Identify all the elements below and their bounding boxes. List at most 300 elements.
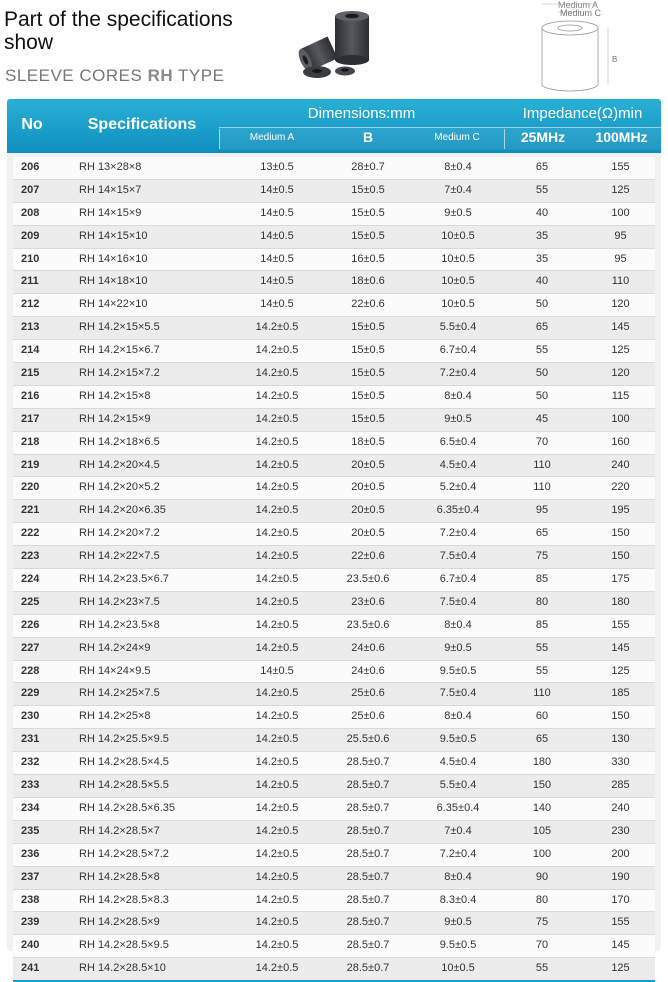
cell-b: 18±0.6 <box>351 275 385 288</box>
cell-spec: RH 14×18×10 <box>79 275 148 288</box>
cell-medium-c: 5.5±0.4 <box>439 779 477 792</box>
cell-medium-c: 10±0.5 <box>441 252 475 265</box>
cell-b: 15±0.5 <box>351 389 385 402</box>
table-row <box>13 203 655 226</box>
cell-100mhz: 125 <box>611 183 630 196</box>
cell-medium-c: 10±0.5 <box>441 298 475 311</box>
cell-spec: RH 14×15×10 <box>79 229 148 242</box>
cell-spec: RH 14×22×10 <box>79 298 148 311</box>
cell-25mhz: 55 <box>535 183 549 196</box>
cell-medium-a: 14.2±0.5 <box>255 847 299 860</box>
cell-25mhz: 70 <box>535 435 549 448</box>
cell-25mhz: 150 <box>532 779 552 792</box>
cell-spec: RH 14.2×25×7.5 <box>79 687 160 700</box>
cell-25mhz: 75 <box>535 550 549 563</box>
cell-medium-a: 14.2±0.5 <box>255 801 299 814</box>
cell-100mhz: 220 <box>611 481 630 494</box>
cell-100mhz: 125 <box>611 344 630 357</box>
cell-100mhz: 155 <box>611 618 630 631</box>
cell-b: 28.5±0.7 <box>346 893 390 906</box>
cell-b: 28.5±0.7 <box>346 756 390 769</box>
cell-spec: RH 14.2×20×5.2 <box>79 481 160 494</box>
cell-medium-a: 14.2±0.5 <box>255 573 299 586</box>
cell-100mhz: 160 <box>611 435 630 448</box>
cell-25mhz: 50 <box>535 367 549 380</box>
cell-b: 28.5±0.7 <box>346 801 390 814</box>
cell-no: 212 <box>21 298 40 311</box>
cell-b: 23.5±0.6 <box>346 618 390 631</box>
cell-medium-c: 9.5±0.5 <box>439 939 477 952</box>
cell-no: 231 <box>21 733 40 746</box>
cell-spec: RH 14.2×15×9 <box>79 412 151 425</box>
subtitle-suffix: TYPE <box>173 66 225 85</box>
cell-no: 229 <box>21 687 40 700</box>
cell-no: 219 <box>21 458 40 471</box>
cell-100mhz: 150 <box>611 550 630 563</box>
cell-medium-c: 8±0.4 <box>444 618 472 631</box>
table-row <box>13 249 655 272</box>
cell-25mhz: 180 <box>532 756 552 769</box>
cell-medium-c: 6.7±0.4 <box>439 344 477 357</box>
cell-medium-a: 14.2±0.5 <box>255 824 299 837</box>
cell-25mhz: 110 <box>533 481 551 494</box>
cell-medium-c: 9.5±0.5 <box>439 733 477 746</box>
cell-medium-a: 14.2±0.5 <box>255 733 299 746</box>
cell-medium-a: 13±0.5 <box>260 161 294 173</box>
cell-medium-c: 8±0.4 <box>444 389 472 402</box>
cell-b: 16±0.5 <box>351 252 385 265</box>
cell-100mhz: 145 <box>611 641 630 654</box>
col-header-100mhz: 100MHz <box>595 129 648 145</box>
cell-spec: RH 14.2×15×8 <box>79 389 151 402</box>
table-row <box>13 775 655 798</box>
cell-no: 207 <box>21 183 40 196</box>
cell-no: 222 <box>21 527 40 540</box>
cell-100mhz: 190 <box>611 870 630 883</box>
cell-spec: RH 14.2×15×7.2 <box>79 367 160 380</box>
cell-25mhz: 65 <box>535 733 549 746</box>
cell-100mhz: 170 <box>611 893 630 906</box>
cell-25mhz: 85 <box>535 618 549 631</box>
table-row <box>13 271 655 294</box>
cell-b: 28.5±0.7 <box>346 824 390 837</box>
cell-100mhz: 110 <box>611 275 630 288</box>
table-row <box>13 226 655 249</box>
cell-100mhz: 120 <box>611 298 630 311</box>
cell-b: 28.5±0.7 <box>346 939 390 952</box>
cell-spec: RH 14.2×28.5×7.2 <box>79 847 169 860</box>
cell-medium-a: 14.2±0.5 <box>255 939 299 952</box>
cell-no: 232 <box>21 756 40 769</box>
cell-medium-c: 6.35±0.4 <box>436 504 480 517</box>
cell-100mhz: 155 <box>611 916 630 929</box>
cell-b: 28.5±0.7 <box>346 916 390 929</box>
cell-no: 234 <box>21 801 40 814</box>
cell-medium-a: 14±0.5 <box>260 229 294 242</box>
cell-b: 15±0.5 <box>351 229 385 242</box>
cell-no: 221 <box>21 504 40 517</box>
cell-no: 214 <box>21 344 40 357</box>
cell-no: 213 <box>21 321 40 334</box>
table-row <box>13 729 655 752</box>
cell-medium-a: 14.2±0.5 <box>255 893 299 906</box>
cell-medium-c: 9.5±0.5 <box>439 664 477 677</box>
cell-b: 15±0.5 <box>351 183 385 196</box>
cell-medium-c: 6.35±0.4 <box>436 801 480 814</box>
cell-b: 28.5±0.7 <box>346 847 390 860</box>
header-divider <box>219 129 220 149</box>
cell-25mhz: 65 <box>535 527 549 540</box>
cell-no: 236 <box>21 847 40 860</box>
cell-25mhz: 75 <box>535 916 549 929</box>
cell-spec: RH 14.2×15×5.5 <box>79 321 160 334</box>
cell-medium-a: 14.2±0.5 <box>255 527 299 540</box>
cell-100mhz: 230 <box>611 824 630 837</box>
cell-b: 28.5±0.7 <box>346 962 390 975</box>
cell-spec: RH 14.2×23.5×8 <box>79 618 160 631</box>
cell-25mhz: 95 <box>535 504 549 517</box>
cell-medium-a: 14.2±0.5 <box>255 435 299 448</box>
cell-b: 15±0.5 <box>351 344 385 357</box>
cell-100mhz: 100 <box>611 206 630 219</box>
cell-medium-a: 14.2±0.5 <box>255 756 299 769</box>
cell-medium-a: 14±0.5 <box>260 206 294 219</box>
cell-spec: RH 14.2×28.5×8.3 <box>79 893 169 906</box>
cell-b: 23±0.6 <box>351 595 385 608</box>
table-row <box>13 455 655 478</box>
table-row <box>13 821 655 844</box>
cell-100mhz: 195 <box>611 504 630 517</box>
diagram-label-a: Medium A <box>558 0 599 10</box>
cell-100mhz: 330 <box>611 756 630 769</box>
cell-medium-a: 14.2±0.5 <box>255 870 299 883</box>
cell-100mhz: 95 <box>614 252 627 265</box>
cell-100mhz: 95 <box>614 229 627 242</box>
cell-25mhz: 50 <box>535 298 549 311</box>
cell-medium-a: 14.2±0.5 <box>255 367 299 380</box>
cell-spec: RH 14.2×23.5×6.7 <box>79 573 169 586</box>
col-header-25mhz: 25MHz <box>520 129 566 145</box>
cell-25mhz: 80 <box>535 893 549 906</box>
cell-no: 211 <box>21 275 39 288</box>
cell-spec: RH 14.2×28.5×5.5 <box>79 779 169 792</box>
cell-b: 23.5±0.6 <box>346 573 390 586</box>
cell-medium-c: 9±0.5 <box>444 412 472 425</box>
cell-b: 22±0.6 <box>351 550 385 563</box>
cell-no: 238 <box>21 893 40 906</box>
cell-no: 215 <box>21 367 40 380</box>
cell-b: 24±0.6 <box>351 641 385 654</box>
cell-no: 218 <box>21 435 40 448</box>
product-type-label <box>5 66 224 86</box>
cell-b: 25±0.6 <box>351 687 385 700</box>
cell-no: 237 <box>21 870 40 883</box>
specifications-table <box>7 99 661 975</box>
cell-25mhz: 90 <box>535 870 549 883</box>
sleeve-core-photo <box>295 6 395 86</box>
table-row <box>13 661 655 684</box>
cell-no: 223 <box>21 550 40 563</box>
cell-no: 227 <box>21 641 40 654</box>
cell-medium-c: 9±0.5 <box>444 206 472 219</box>
cell-spec: RH 14×16×10 <box>79 252 148 265</box>
cell-medium-c: 9±0.5 <box>444 916 472 929</box>
table-body <box>13 157 655 982</box>
table-row <box>13 317 655 340</box>
table-row <box>13 683 655 706</box>
cell-medium-c: 10±0.5 <box>441 275 475 288</box>
cell-medium-a: 14.2±0.5 <box>255 504 299 517</box>
table-row <box>13 867 655 890</box>
cell-medium-a: 14.2±0.5 <box>255 710 299 723</box>
cell-medium-c: 4.5±0.4 <box>439 756 477 769</box>
cell-25mhz: 35 <box>535 252 549 265</box>
cell-medium-c: 6.7±0.4 <box>439 573 477 586</box>
cell-medium-c: 5.5±0.4 <box>439 321 477 334</box>
cell-spec: RH 14×15×9 <box>79 206 142 219</box>
cell-no: 206 <box>21 161 40 173</box>
cell-medium-c: 7±0.4 <box>444 824 472 837</box>
table-row <box>13 363 655 386</box>
table-row <box>13 157 655 180</box>
cell-25mhz: 55 <box>535 962 549 975</box>
cell-spec: RH 14.2×18×6.5 <box>79 435 160 448</box>
cell-b: 15±0.5 <box>351 367 385 380</box>
cell-b: 24±0.6 <box>351 664 385 677</box>
cell-b: 25.5±0.6 <box>346 733 390 746</box>
col-header-no: No <box>21 116 43 133</box>
cell-spec: RH 14.2×28.5×10 <box>79 962 166 975</box>
table-row <box>13 477 655 500</box>
subtitle-type: RH <box>147 66 174 85</box>
cell-spec: RH 14×15×7 <box>79 183 142 196</box>
cell-100mhz: 125 <box>611 962 630 975</box>
diagram-label-c: Medium C <box>560 8 602 18</box>
cell-100mhz: 240 <box>611 458 630 471</box>
cell-b: 15±0.5 <box>351 321 385 334</box>
table-row <box>13 615 655 638</box>
cell-spec: RH 14.2×20×6.35 <box>79 504 166 517</box>
cell-medium-a: 14.2±0.5 <box>255 618 299 631</box>
cell-medium-c: 7.5±0.4 <box>439 550 477 563</box>
diagram-label-b: B <box>612 55 618 64</box>
cell-100mhz: 120 <box>611 367 630 380</box>
cell-100mhz: 185 <box>611 687 630 700</box>
cell-25mhz: 105 <box>532 824 552 837</box>
cell-medium-a: 14.2±0.5 <box>255 389 299 402</box>
table-row <box>13 180 655 203</box>
table-row <box>13 935 655 958</box>
cell-no: 216 <box>21 389 40 402</box>
table-row <box>13 409 655 432</box>
cell-no: 233 <box>21 779 40 792</box>
cell-100mhz: 155 <box>611 161 630 173</box>
cell-100mhz: 125 <box>611 664 630 677</box>
cell-spec: RH 14.2×20×4.5 <box>79 458 160 471</box>
cell-25mhz: 60 <box>535 710 549 723</box>
cell-medium-c: 7.5±0.4 <box>439 687 477 700</box>
cell-100mhz: 115 <box>611 389 630 402</box>
col-header-medium-c: Medium C <box>434 132 480 143</box>
cell-100mhz: 150 <box>611 527 630 540</box>
cell-no: 220 <box>21 481 40 494</box>
cell-100mhz: 240 <box>611 801 630 814</box>
cell-b: 20±0.5 <box>351 481 385 494</box>
table-row <box>13 844 655 867</box>
cell-no: 217 <box>21 412 40 425</box>
cell-medium-a: 14.2±0.5 <box>255 344 299 357</box>
cell-medium-c: 10±0.5 <box>441 962 475 975</box>
cell-b: 28.5±0.7 <box>346 870 390 883</box>
cell-100mhz: 100 <box>611 412 630 425</box>
cell-medium-a: 14.2±0.5 <box>255 412 299 425</box>
cell-spec: RH 14.2×22×7.5 <box>79 550 160 563</box>
cell-spec: RH 14.2×28.5×8 <box>79 870 160 883</box>
cell-25mhz: 45 <box>535 412 549 425</box>
cell-medium-c: 7.2±0.4 <box>439 847 477 860</box>
col-header-specifications: Specifications <box>87 116 197 133</box>
cell-100mhz: 145 <box>611 939 630 952</box>
cell-spec: RH 14.2×28.5×9 <box>79 916 160 929</box>
cell-no: 224 <box>21 573 40 586</box>
cell-medium-a: 14.2±0.5 <box>255 916 299 929</box>
cell-spec: RH 14.2×20×7.2 <box>79 527 160 540</box>
cell-100mhz: 130 <box>611 733 630 746</box>
table-row <box>13 500 655 523</box>
cell-medium-c: 8±0.4 <box>444 710 472 723</box>
table-row <box>13 569 655 592</box>
cell-no: 226 <box>21 618 40 631</box>
col-header-b: B <box>362 129 374 145</box>
cell-100mhz: 145 <box>611 321 630 334</box>
cell-medium-c: 8±0.4 <box>444 161 472 173</box>
cell-spec: RH 14.2×24×9 <box>79 641 151 654</box>
cell-b: 25±0.6 <box>351 710 385 723</box>
cell-no: 235 <box>21 824 40 837</box>
table-row <box>13 523 655 546</box>
cell-medium-a: 14.2±0.5 <box>255 458 299 471</box>
cell-b: 28±0.7 <box>351 161 385 173</box>
cell-medium-c: 5.2±0.4 <box>439 481 477 494</box>
cell-medium-c: 7.5±0.4 <box>439 595 477 608</box>
cell-25mhz: 110 <box>533 458 551 471</box>
cell-spec: RH 14.2×28.5×7 <box>79 824 160 837</box>
cell-b: 20±0.5 <box>351 458 385 471</box>
cell-spec: RH 13×28×8 <box>79 161 142 173</box>
col-header-medium-a: Medium A <box>249 132 295 143</box>
cell-medium-c: 7.2±0.4 <box>439 367 477 380</box>
cell-25mhz: 65 <box>535 321 549 334</box>
cell-medium-a: 14.2±0.5 <box>255 481 299 494</box>
subtitle-prefix: SLEEVE CORES <box>5 66 148 85</box>
cell-medium-a: 14±0.5 <box>260 664 294 677</box>
cell-no: 228 <box>21 664 40 677</box>
cell-b: 20±0.5 <box>351 504 385 517</box>
table-header <box>7 99 661 153</box>
cell-25mhz: 55 <box>535 344 549 357</box>
cell-100mhz: 175 <box>611 573 630 586</box>
cell-medium-c: 7.2±0.4 <box>439 527 477 540</box>
table-row <box>13 890 655 913</box>
table-row <box>13 432 655 455</box>
cell-no: 241 <box>21 962 40 975</box>
cell-medium-a: 14.2±0.5 <box>255 595 299 608</box>
cell-no: 208 <box>21 206 40 219</box>
cell-25mhz: 50 <box>535 389 549 402</box>
cell-no: 209 <box>21 229 40 242</box>
cell-25mhz: 140 <box>532 801 552 814</box>
col-header-dimensions: Dimensions:mm <box>307 105 416 122</box>
cell-25mhz: 110 <box>533 687 551 700</box>
cell-medium-a: 14±0.5 <box>260 252 294 265</box>
cell-medium-c: 8.3±0.4 <box>439 893 477 906</box>
col-header-impedance: Impedance(Ω)min <box>522 105 643 122</box>
cell-medium-a: 14.2±0.5 <box>255 687 299 700</box>
cell-25mhz: 55 <box>535 664 549 677</box>
cell-no: 230 <box>21 710 40 723</box>
table-row <box>13 294 655 317</box>
table-row <box>13 386 655 409</box>
cell-25mhz: 40 <box>535 206 549 219</box>
cell-100mhz: 150 <box>611 710 630 723</box>
cell-spec: RH 14×24×9.5 <box>79 664 151 677</box>
cell-medium-c: 8±0.4 <box>444 870 472 883</box>
cell-medium-a: 14.2±0.5 <box>255 321 299 334</box>
table-row <box>13 340 655 363</box>
cell-medium-a: 14.2±0.5 <box>255 779 299 792</box>
cell-no: 225 <box>21 595 40 608</box>
table-row <box>13 912 655 935</box>
cell-25mhz: 70 <box>535 939 549 952</box>
cell-spec: RH 14.2×25.5×9.5 <box>79 733 169 746</box>
cell-medium-a: 14.2±0.5 <box>255 641 299 654</box>
cell-medium-c: 7±0.4 <box>444 183 472 196</box>
cell-spec: RH 14.2×28.5×6.35 <box>79 801 176 814</box>
cell-b: 22±0.6 <box>351 298 385 311</box>
table-row <box>13 752 655 775</box>
table-row <box>13 592 655 615</box>
cell-b: 28.5±0.7 <box>346 779 390 792</box>
page-title: Part of the specifications show <box>4 8 233 54</box>
cell-b: 15±0.5 <box>351 206 385 219</box>
cell-25mhz: 40 <box>535 275 549 288</box>
cell-100mhz: 200 <box>611 847 630 860</box>
table-row <box>13 706 655 729</box>
cell-medium-a: 14±0.5 <box>260 183 294 196</box>
cell-25mhz: 85 <box>535 573 549 586</box>
cell-b: 20±0.5 <box>351 527 385 540</box>
cell-spec: RH 14.2×15×6.7 <box>79 344 160 357</box>
cell-medium-c: 6.5±0.4 <box>439 435 477 448</box>
cell-25mhz: 55 <box>535 641 549 654</box>
cell-b: 18±0.5 <box>351 435 385 448</box>
cell-no: 240 <box>21 939 40 952</box>
cell-medium-a: 14±0.5 <box>260 298 294 311</box>
cell-25mhz: 80 <box>535 595 549 608</box>
cell-spec: RH 14.2×25×8 <box>79 710 151 723</box>
cell-100mhz: 180 <box>611 595 630 608</box>
cell-no: 210 <box>21 252 40 265</box>
table-row <box>13 958 655 982</box>
cell-medium-a: 14.2±0.5 <box>255 550 299 563</box>
cell-spec: RH 14.2×28.5×4.5 <box>79 756 169 769</box>
cell-25mhz: 100 <box>532 847 552 860</box>
cell-no: 239 <box>21 916 40 929</box>
cell-medium-c: 10±0.5 <box>441 229 475 242</box>
cell-spec: RH 14.2×28.5×9.5 <box>79 939 169 952</box>
cell-medium-c: 4.5±0.4 <box>439 458 477 471</box>
cell-medium-c: 9±0.5 <box>444 641 472 654</box>
